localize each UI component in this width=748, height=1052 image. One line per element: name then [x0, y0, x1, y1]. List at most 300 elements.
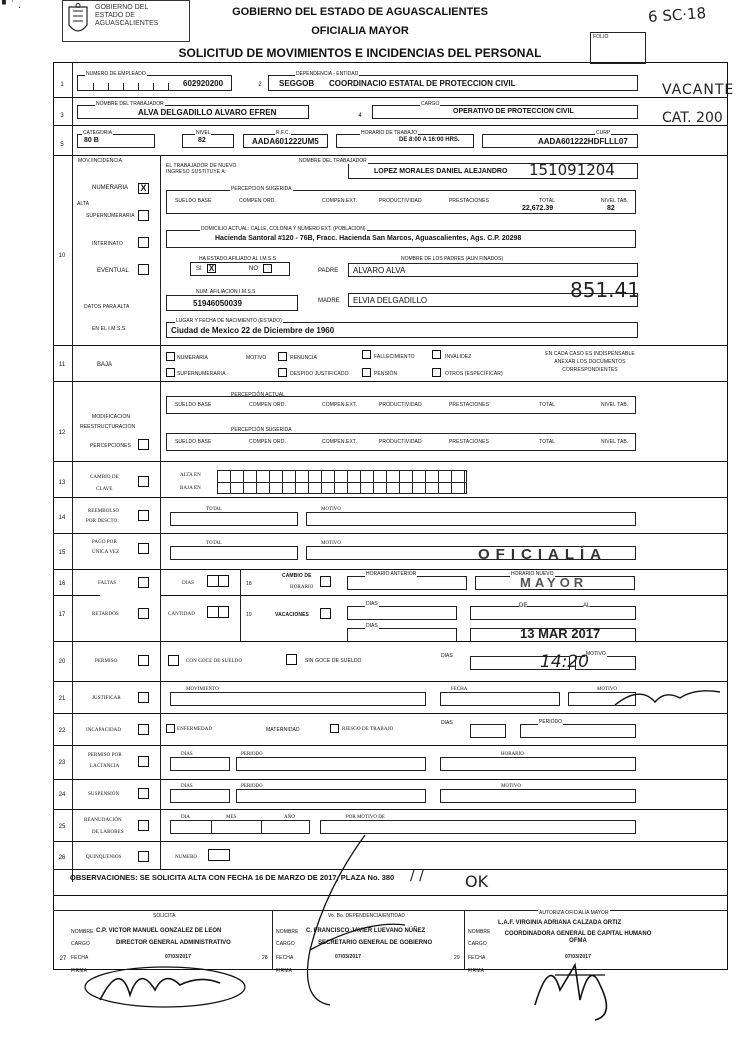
autoriza-signature [505, 945, 645, 1025]
divider [160, 595, 728, 596]
permiso-motivo-label: MOTIVO [586, 651, 606, 657]
permiso-checkbox[interactable] [138, 655, 149, 666]
baja-note [540, 350, 640, 374]
row-num: 2 [258, 82, 262, 88]
col-compen-ord: COMPEN ORD. [249, 439, 286, 445]
baja-en-label: BAJA EN [180, 486, 201, 491]
suspension-dias-label: DIAS [181, 784, 193, 789]
vacaciones-dias-label-2: DIAS [366, 623, 378, 629]
solicita-name: C.P. VICTOR MANUEL GONZALEZ DE LEON [96, 928, 222, 934]
vobo-role: SECRETARIO GENERAL DE GOBIERNO [318, 940, 433, 946]
justificar-fecha-label: FECHA [451, 687, 468, 692]
handwritten-amount: 851.41 [570, 278, 640, 302]
modificacion-label: MODIFICACION [92, 414, 131, 420]
lactancia-label-2: LACTANCIA [90, 764, 120, 769]
otros-checkbox[interactable] [432, 368, 441, 377]
numero-label: NUMERO [175, 855, 198, 860]
father-field[interactable] [348, 263, 638, 277]
fallecimiento-checkbox[interactable] [362, 350, 371, 359]
new-worker-label: EL TRABAJADOR DE NUEVO INGRESO SUSTITUYE A: [166, 163, 237, 175]
vacaciones-dias-2[interactable] [347, 628, 457, 642]
replaced-worker-number: 151091204 [529, 161, 615, 179]
cambio-clave-label: CAMBIO DE [90, 475, 119, 480]
vacaciones-checkbox[interactable] [320, 608, 331, 619]
vacaciones-dias-1[interactable] [347, 606, 457, 620]
pension-checkbox[interactable] [362, 368, 371, 377]
justificar-motivo-label: MOTIVO [597, 687, 617, 692]
pago-total-field[interactable] [170, 546, 298, 560]
lactancia-checkbox[interactable] [138, 756, 149, 767]
baja-label: BAJA [97, 362, 113, 368]
supernumeraria-label: SUPERNUMERARIA [86, 213, 135, 219]
row-num: 19 [246, 612, 252, 618]
percepciones-label: PERCEPCIONES [90, 443, 131, 449]
despido-checkbox[interactable] [278, 368, 287, 377]
fallecimiento-label: FALLECIMIENTO [374, 354, 415, 360]
position-value: OPERATIVO DE PROTECCION CIVIL [453, 108, 574, 115]
level-value: 82 [198, 137, 206, 144]
handwritten-margin-1: VACANTE [662, 82, 735, 98]
lactancia-dias-field[interactable] [170, 757, 230, 771]
address-field[interactable] [166, 230, 636, 248]
row-num: 3 [60, 113, 64, 119]
handwritten-ok: OK [465, 872, 489, 891]
divider [160, 497, 161, 533]
curp-field[interactable] [482, 134, 638, 148]
reembolso-motivo-label: MOTIVO [321, 507, 341, 512]
incapacidad-periodo-label: PERIODO [539, 719, 563, 725]
curp-value: AADA601222HDFLLL07 [538, 137, 628, 146]
form-title: SOLICITUD DE MOVIMIENTOS E INCIDENCIAS DEL PERSONAL [178, 46, 542, 60]
firma-label: FIRMA [71, 968, 88, 974]
vobo-label: Vo. Bo. DEPENDENCIA/ENTIDAD [328, 913, 405, 919]
row-num: 11 [58, 362, 66, 368]
alta-label: ALTA [77, 201, 90, 207]
note-line: EN CADA CASO ES INDISPENSABLE [545, 351, 635, 357]
logo-line-1: GOBIERNO DEL [95, 4, 149, 11]
faltas-checkbox[interactable] [138, 577, 149, 588]
suspension-checkbox[interactable] [138, 788, 149, 799]
employee-number-label: NUMERO DE EMPLEADO [86, 71, 146, 77]
dept-title: OFICIALIA MAYOR [311, 25, 409, 37]
movimiento-label: MOVIMIENTO [186, 687, 219, 692]
affiliation-value: 51946050039 [193, 299, 242, 308]
enfermedad-label: ENFERMEDAD [177, 727, 213, 732]
col-nivel-tab: NIVEL TAB. [601, 439, 629, 445]
numeraria-checkbox[interactable]: X [138, 183, 149, 194]
vacaciones-label: VACACIONES [275, 612, 309, 618]
logo-line-3: AGUASCALIENTES [95, 20, 159, 27]
mother-value: ELVIA DELGADILLO [353, 296, 428, 305]
father-value: ALVARO ALVA [353, 266, 406, 275]
row-num: 17 [58, 612, 66, 618]
retardos-checkbox[interactable] [138, 608, 149, 619]
row-num: 5 [60, 142, 64, 148]
affiliation-field[interactable] [166, 295, 298, 311]
col-compen-ext: COMPEN.EXT. [322, 402, 357, 408]
reanudacion-motivo-label: POR MOTIVO DE [346, 815, 385, 820]
reembolso-total-field[interactable] [170, 512, 298, 526]
row-num: 27 [59, 956, 67, 962]
pago-total-label: TOTAL [206, 541, 222, 546]
alta-en-label: ALTA EN [180, 473, 201, 478]
incapacidad-periodo-field[interactable] [520, 724, 636, 738]
rfc-value: AADA601222UM5 [252, 137, 319, 146]
enfermedad-checkbox[interactable] [166, 724, 175, 733]
actual-perception-box[interactable] [166, 396, 636, 414]
vacaciones-periodo-1[interactable] [470, 603, 636, 620]
labores-label: DE LABORES [92, 830, 124, 835]
solicita-label: SOLICITA [153, 913, 176, 919]
vacaciones-dias-label: DIAS [366, 601, 378, 607]
firma-label: FIRMA [468, 968, 485, 974]
position-label: CARGO [421, 101, 440, 107]
suspension-periodo-label: PERIODO [241, 784, 263, 789]
clave-grid[interactable] [217, 470, 467, 494]
row-num: 15 [58, 550, 66, 556]
autoriza-name: L.A.F. VIRGINIA ADRIANA CALZADA ORTIZ [498, 920, 622, 926]
divider [53, 779, 728, 780]
reembolso-checkbox[interactable] [138, 510, 149, 521]
baja-supernumeraria-checkbox[interactable] [166, 368, 175, 377]
justificar-checkbox[interactable] [138, 692, 149, 703]
justificar-fecha-field[interactable] [440, 692, 560, 706]
divider [53, 595, 100, 596]
maternidad-label: MATERNIDAD [266, 727, 300, 733]
actual-perception-label: PERCEPCIÓN ACTUAL [231, 392, 285, 398]
col-prestaciones: PRESTACIONES [449, 402, 490, 408]
mother-label: MADRE [318, 298, 340, 304]
replaced-worker-field[interactable] [348, 163, 638, 179]
si-label: SI [196, 266, 202, 272]
pago-unica-label: PAGO POR [92, 540, 117, 545]
col-nivel-tab: NIVEL TAB. [601, 402, 629, 408]
col-sueldo-base: SUELDO BASE [175, 198, 212, 204]
row-num: 13 [58, 480, 66, 486]
dependency-field[interactable] [268, 75, 638, 91]
col-compen-ord: COMPEN ORD. [239, 198, 276, 204]
note-line: CORRESPONDIENTES [562, 367, 618, 373]
divider [53, 125, 728, 126]
row-num: 21 [58, 696, 66, 702]
maternidad-checkbox[interactable] [330, 724, 339, 733]
fecha-label: FECHA [71, 955, 89, 961]
father-label: PADRE [318, 268, 339, 274]
divider [53, 569, 728, 570]
renuncia-checkbox[interactable] [278, 352, 287, 361]
lactancia-periodo-label: PERIODO [241, 752, 263, 757]
horario-anterior-label: HORARIO ANTERIOR [366, 571, 417, 577]
row-num: 28 [262, 955, 268, 961]
sin-goce-label: SIN GOCE DE SUELDO [305, 658, 362, 664]
solicita-date: 07/03/2017 [165, 954, 192, 960]
divider [53, 533, 728, 534]
level-field[interactable] [182, 134, 234, 148]
faltas-dias-field[interactable] [207, 575, 229, 587]
divider [53, 809, 728, 810]
folio-box[interactable] [590, 32, 646, 64]
divider [160, 681, 161, 713]
riesgo-label: RIESGO DE TRABAJO [342, 727, 394, 732]
horario-nuevo-label: HORARIO NUEVO [511, 571, 554, 577]
row-num: 16 [58, 581, 66, 587]
mes-label: MES [226, 815, 237, 820]
folio-label: FOLIO [593, 34, 609, 40]
divider [160, 533, 161, 569]
total-value: 22,672.39 [522, 205, 554, 212]
col-productividad: PRODUCTIVIDAD [379, 402, 422, 408]
birth-value: Ciudad de Mexico 22 de Diciembre de 1960 [171, 326, 335, 335]
divider [53, 381, 728, 382]
suspension-periodo-field[interactable] [236, 789, 426, 803]
divider [160, 345, 161, 381]
logo-line-2: ESTADO DE [95, 12, 135, 19]
reanudacion-label: REANUDACIÓN [84, 818, 122, 823]
birth-field[interactable] [166, 322, 638, 338]
suspension-motivo-field[interactable] [440, 789, 636, 803]
row-num: 25 [58, 824, 66, 830]
dependency-label: DEPENDENCIA - ENTIDAD [296, 71, 359, 77]
invalidez-checkbox[interactable] [432, 350, 441, 359]
row-num: 12 [58, 430, 66, 436]
rfc-label: R.F.C. [276, 130, 290, 136]
cargo-label: CARGO [468, 941, 487, 947]
row-num: 23 [58, 760, 66, 766]
schedule-field[interactable] [336, 134, 474, 148]
eventual-label: EVENTUAL [97, 268, 129, 274]
nombre-label: NOMBRE [71, 929, 94, 935]
otros-label: OTROS (ESPECIFICAR) [445, 371, 503, 377]
row-num: 20 [58, 659, 66, 665]
col-compen-ord: COMPEN ORD. [249, 402, 286, 408]
level-tab-value: 82 [607, 205, 615, 212]
retardos-label: RETARDOS [92, 612, 119, 617]
imss-affiliated-box[interactable] [190, 262, 290, 276]
reembolso-motivo-field[interactable] [306, 512, 636, 526]
stamp-time: 14:20 [540, 652, 589, 672]
row-num: 1 [60, 82, 64, 88]
divider [53, 713, 728, 714]
divider [160, 381, 161, 461]
coat-of-arms-icon [66, 3, 90, 41]
affiliation-label: NUM. AFILIACION I.M.S.S [196, 289, 256, 295]
divider [53, 345, 728, 346]
supernumeraria-checkbox[interactable] [138, 210, 149, 221]
stamp-date: 13 MAR 2017 [520, 626, 601, 641]
clave-label: CLAVE [96, 487, 113, 492]
divider [160, 155, 161, 345]
no-checkbox[interactable] [263, 264, 272, 273]
imss-affiliated-label: HA ESTADO AFILIADO AL I.M.S.S [199, 256, 276, 262]
rfc-field[interactable] [243, 134, 328, 148]
interinato-label: INTERINATO [92, 241, 123, 247]
autoriza-role: COORDINADORA GENERAL DE CAPITAL HUMANO OFMA [504, 931, 652, 944]
lactancia-dias-label: DIAS [181, 752, 193, 757]
stamp-mayor: MAYOR [520, 575, 588, 590]
suggested-perception-box-2[interactable] [166, 433, 636, 451]
quinquenios-checkbox[interactable] [138, 851, 149, 862]
no-label: NO [249, 266, 258, 272]
autoriza-label: AUTORIZA OFICIALÍA MAYOR [539, 910, 609, 916]
worker-name-field[interactable] [77, 105, 309, 119]
scan-mark: ▘˙ . [2, 0, 22, 11]
parents-label: NOMBRE DE LOS PADRES (AUN FINADOS) [401, 256, 504, 262]
cambio-clave-checkbox[interactable] [138, 476, 149, 487]
incapacidad-dias-label: DIAS [441, 720, 453, 726]
suggested-perception-label: PERCEPCIÓN SUGERIDA [231, 427, 292, 433]
imss-label: EN EL I.M.S.S. [92, 326, 127, 332]
cargo-label: CARGO [71, 941, 90, 947]
horario-anterior-field[interactable] [347, 576, 467, 590]
reembolso-total-label: TOTAL [206, 507, 222, 512]
pago-motivo-label: MOTIVO [321, 541, 341, 546]
divider [53, 497, 728, 498]
por-descto-label: POR DESCTO. [86, 519, 119, 524]
row-num: 14 [58, 515, 66, 521]
perception-label: PERCEPCION SUGERIDA [231, 186, 292, 192]
con-goce-checkbox[interactable] [168, 655, 179, 666]
renuncia-label: RENUNCIA [290, 355, 317, 361]
divider [53, 745, 728, 746]
cantidad-label: CANTIDAD [168, 612, 195, 617]
invalidez-label: INVALIDEZ [445, 354, 472, 360]
row-num: 26 [58, 855, 66, 861]
quinquenios-numero-field[interactable] [208, 849, 230, 861]
percepciones-checkbox[interactable] [138, 439, 149, 450]
col-sueldo-base: SUELDO BASE [175, 402, 212, 408]
incapacidad-checkbox[interactable] [138, 724, 149, 735]
address-value: Hacienda Santoral #120 - 76B, Fracc. Hacienda San Marcos, Aguascalientes, Ags. C.P. 20298 [215, 235, 522, 242]
horario-label: HORARIO [290, 585, 314, 590]
replaced-worker-label: NOMBRE DEL TRABAJADOR [299, 158, 367, 164]
lactancia-horario-label: HORARIO [501, 752, 524, 757]
suggested-perception-box[interactable] [166, 190, 636, 214]
baja-supernumeraria-label: SUPERNUMERARIA [177, 371, 226, 377]
al-label: AL [583, 603, 591, 609]
incapacidad-dias-field[interactable] [470, 724, 506, 738]
pago-unica-checkbox[interactable] [138, 543, 149, 554]
unica-vez-label: ÚNICA VEZ [92, 550, 120, 555]
col-productividad: PRODUCTIVIDAD [379, 198, 422, 204]
position-field[interactable] [372, 105, 638, 119]
row-num: 24 [58, 792, 66, 798]
baja-numeraria-label: NUMERARIA [177, 355, 208, 361]
handwritten-margin-2: CAT. 200 [662, 110, 723, 126]
level-label: NIVEL [196, 130, 211, 136]
worker-name-label: NOMBRE DEL TRABAJADOR [96, 101, 164, 107]
worker-name-value: ALVA DELGADILLO ALVARO EFREN [138, 108, 277, 117]
permiso-label: PERMISO [95, 659, 118, 664]
lactancia-periodo-field[interactable] [236, 757, 426, 771]
nombre-label: NOMBRE [276, 929, 299, 935]
mov-incidencia-label: MOV./INCIDENCIA [78, 158, 123, 164]
schedule-value: DE 8:00 A 16:00 HRS. [399, 137, 460, 143]
row-num: 29 [454, 955, 460, 961]
eventual-checkbox[interactable] [138, 264, 149, 275]
vobo-signature [255, 830, 455, 1010]
row-num: 22 [58, 728, 66, 734]
dependency-code: SEGGOB [279, 79, 315, 88]
divider [240, 569, 241, 641]
row-num: 10 [58, 253, 66, 259]
col-compen-ext: COMPEN.EXT. [322, 439, 357, 445]
solicita-signature [70, 945, 270, 1015]
lactancia-label: PERMISO POR [88, 753, 122, 758]
si-checkbox[interactable]: X [208, 264, 215, 273]
col-sueldo-base: SUELDO BASE [175, 439, 212, 445]
sin-goce-checkbox[interactable] [286, 654, 297, 665]
reanudacion-checkbox[interactable] [138, 820, 149, 831]
incapacidad-label: INCAPACIDAD [86, 728, 122, 733]
curp-label: CURP [596, 130, 611, 136]
de-label: DE [519, 603, 528, 609]
fecha-label: FECHA [276, 955, 294, 961]
despido-label: DESPIDO JUSTIFICADO [290, 371, 349, 377]
firma-label: FIRMA [276, 968, 293, 974]
row-num: 4 [358, 113, 362, 119]
divider [160, 569, 161, 641]
divider [53, 641, 728, 642]
cambio-horario-checkbox[interactable] [320, 576, 331, 587]
employee-number-field[interactable] [77, 75, 232, 91]
con-goce-label: CON GOCE DE SUELDO [186, 659, 243, 664]
dependency-value: COORDINACIO ESTATAL DE PROTECCION CIVIL [329, 79, 516, 88]
divider [160, 461, 161, 497]
divider [53, 97, 728, 98]
divider [160, 809, 161, 841]
suspension-label: SUSPENSIÓN [88, 792, 120, 797]
grid-divider [218, 482, 466, 483]
justificar-label: JUSTIFICAR [92, 696, 121, 701]
divider [464, 910, 465, 970]
numeraria-label: NUMERARIA [92, 185, 129, 191]
datos-alta-label: DATOS PARA ALTA [84, 304, 130, 310]
col-compen-ext: COMPEN.EXT. [322, 198, 357, 204]
employee-number-value: 602920200 [183, 79, 224, 88]
lactancia-horario-field[interactable] [440, 757, 636, 771]
divider [53, 155, 728, 156]
birth-label: LUGAR Y FECHA DE NACIMIENTO (ESTADO) [176, 318, 282, 324]
note-line: ANEXAR LOS DOCUMENTOS [554, 359, 626, 365]
autoriza-date: 07/03/2017 [565, 954, 592, 960]
category-label: CATEGORIA [83, 130, 113, 136]
category-value: 80 B [84, 137, 99, 144]
quinquenios-label: QUINQUENIOS [86, 855, 122, 860]
row-num: 18 [246, 581, 252, 587]
suspension-dias-field[interactable] [170, 789, 230, 803]
reembolso-label: REEMBOLSO [88, 509, 120, 514]
fecha-label: FECHA [468, 955, 486, 961]
logo [62, 0, 190, 42]
retardos-cantidad-field[interactable] [207, 606, 229, 618]
stamp-oficialia: OFICIALÍA [478, 546, 607, 563]
col-nivel-tab: NIVEL TAB. [601, 198, 629, 204]
divider [53, 461, 728, 462]
pension-label: PENSIÓN [374, 371, 398, 377]
org-title: GOBIERNO DEL ESTADO DE AGUASCALIENTES [232, 6, 488, 18]
reestructuracion-label: REESTRUCTURACION [80, 424, 136, 430]
faltas-dias-label: DIAS [182, 581, 195, 586]
category-field[interactable] [77, 134, 155, 148]
suspension-motivo-label: MOTIVO [501, 784, 521, 789]
interinato-checkbox[interactable] [138, 237, 149, 248]
divider [160, 745, 161, 779]
divider [160, 779, 161, 809]
movimiento-field[interactable] [170, 692, 426, 706]
baja-numeraria-checkbox[interactable] [166, 352, 175, 361]
baja-motivo-label: MOTIVO [246, 355, 267, 361]
replaced-worker-value: LOPEZ MORALES DANIEL ALEJANDRO [374, 168, 508, 175]
